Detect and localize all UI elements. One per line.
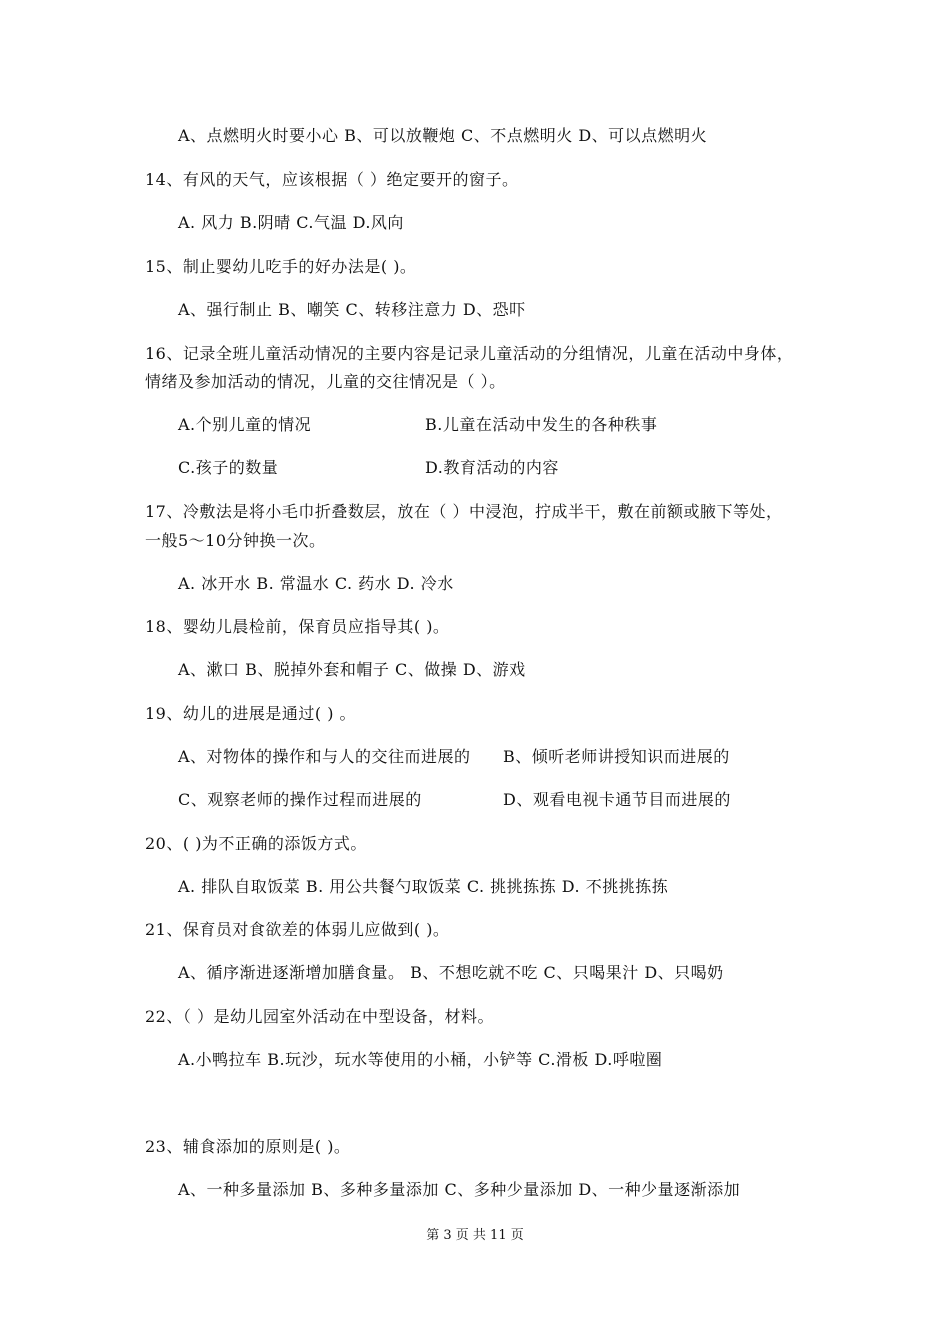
question-23: 23、辅食添加的原则是( )。	[145, 1137, 351, 1156]
question-22-options: A.小鸭拉车 B.玩沙，玩水等使用的小桶，小铲等 C.滑板 D.呼啦圈	[178, 1050, 663, 1069]
question-15-options: A、强行制止 B、嘲笑 C、转移注意力 D、恐吓	[178, 300, 526, 319]
question-19-option-d: D、观看电视卡通节目而进展的	[503, 790, 731, 809]
question-13-options: A、点燃明火时要小心 B、可以放鞭炮 C、不点燃明火 D、可以点燃明火	[178, 126, 708, 145]
question-14-options: A. 风力 B.阴晴 C.气温 D.风向	[178, 213, 404, 232]
question-17-options: A. 冰开水 B. 常温水 C. 药水 D. 冷水	[178, 574, 454, 593]
question-15: 15、制止婴幼儿吃手的好办法是( )。	[145, 257, 417, 276]
question-16-option-a: A.个别儿童的情况	[178, 415, 312, 434]
question-19-option-b: B、倾听老师讲授知识而进展的	[503, 747, 730, 766]
question-19-option-a: A、对物体的操作和与人的交往而进展的	[178, 747, 471, 766]
question-16-option-c: C.孩子的数量	[178, 458, 279, 477]
question-19-option-c: C、观察老师的操作过程而进展的	[178, 790, 422, 809]
question-18-options: A、漱口 B、脱掉外套和帽子 C、做操 D、游戏	[178, 660, 526, 679]
question-20: 20、( )为不正确的添饭方式。	[145, 834, 367, 853]
question-21-options: A、循序渐进逐渐增加膳食量。 B、不想吃就不吃 C、只喝果汁 D、只喝奶	[178, 963, 724, 982]
question-20-options: A. 排队自取饭菜 B. 用公共餐勺取饭菜 C. 挑挑拣拣 D. 不挑挑拣拣	[178, 877, 669, 896]
question-22: 22、（ ）是幼儿园室外活动在中型设备，材料。	[145, 1007, 494, 1026]
question-23-options: A、一种多量添加 B、多种多量添加 C、多种少量添加 D、一种少量逐渐添加	[178, 1180, 741, 1199]
question-16-option-d: D.教育活动的内容	[425, 458, 559, 477]
question-17-line-2: 一般5～10分钟换一次。	[145, 531, 326, 550]
question-18: 18、婴幼儿晨检前，保育员应指导其( )。	[145, 617, 450, 636]
question-19: 19、幼儿的进展是通过( ) 。	[145, 704, 357, 723]
question-14: 14、有风的天气，应该根据（ ）绝定要开的窗子。	[145, 170, 519, 189]
question-16-line-2: 情绪及参加活动的情况，儿童的交往情况是（ ）。	[145, 372, 506, 391]
question-16-line-1: 16、记录全班儿童活动情况的主要内容是记录儿童活动的分组情况，儿童在活动中身体，	[145, 344, 794, 363]
question-16-option-b: B.儿童在活动中发生的各种秩事	[425, 415, 658, 434]
page-footer: 第 3 页 共 11 页	[426, 1228, 524, 1243]
question-21: 21、保育员对食欲差的体弱儿应做到( )。	[145, 920, 450, 939]
question-17-line-1: 17、冷敷法是将小毛巾折叠数层，放在（ ）中浸泡，拧成半干，敷在前额或腋下等处，	[145, 502, 783, 521]
